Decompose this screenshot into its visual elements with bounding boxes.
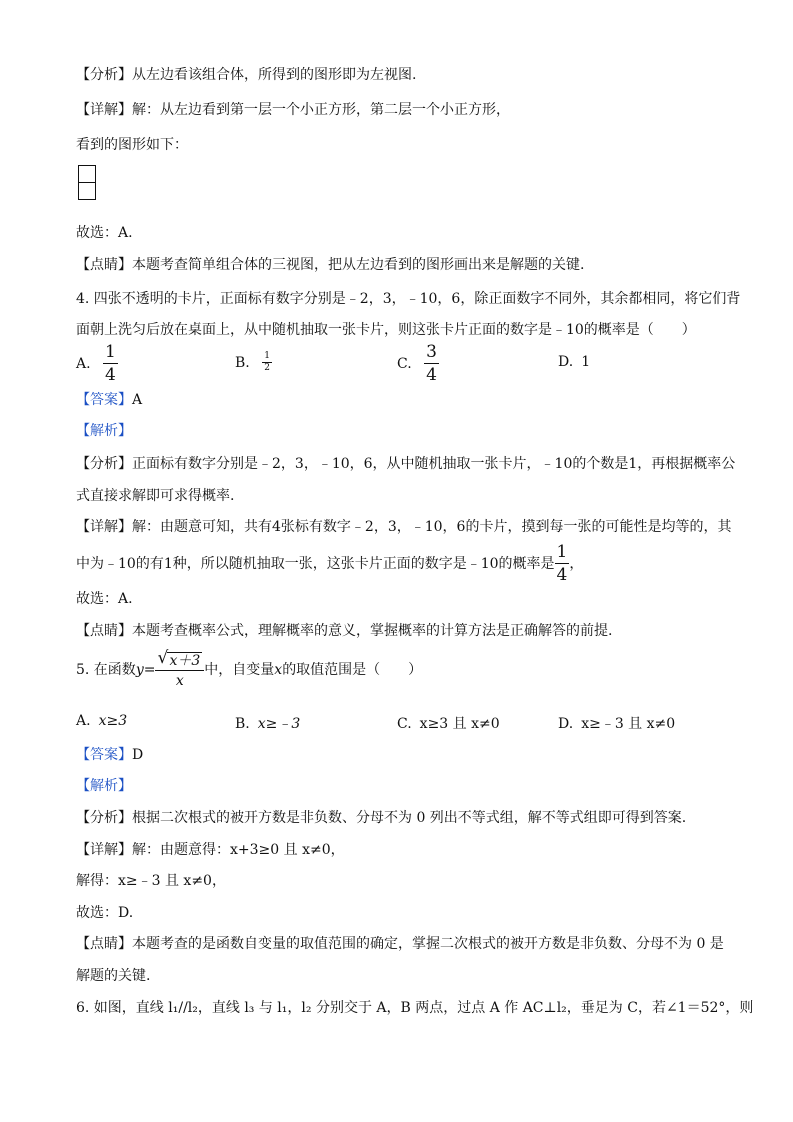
left-view-top-square <box>78 165 96 183</box>
q5-solve-line: 解得：x≥﹣3 且 x≠0， <box>76 873 226 889</box>
q3-detail-line <box>76 101 510 119</box>
option-fraction: $\frac{1}{4}$ <box>105 342 116 385</box>
stem-pre: 5. 在函数 <box>76 662 136 678</box>
q5-comment-line1 <box>76 935 724 953</box>
q5-analysis-line <box>76 809 686 827</box>
detail-tag: 【详解】 <box>76 842 132 858</box>
q3-analysis-line <box>76 66 416 84</box>
detail-text: 解：从左边看到第一层一个小正方形，第二层一个小正方形， <box>132 102 510 118</box>
stem-post-a: 中，自变量 <box>204 662 275 678</box>
option-label: C. <box>397 356 412 372</box>
q5-option-b: B. x≥﹣3 <box>235 716 301 732</box>
q4-detail-line2 <box>76 544 583 584</box>
option-label: B. <box>235 354 250 371</box>
q3-comment-line <box>76 256 584 274</box>
q4-stem-line1: 4. 四张不透明的卡片，正面标有数字分别是﹣2，3，﹣10，6，除正面数字不同外，其余都相同，将它们背 <box>76 291 741 307</box>
q5-detail-line <box>76 841 345 859</box>
option-value: 1 <box>581 354 591 370</box>
left-view-bottom-square <box>78 182 96 200</box>
q5-answer-line <box>76 746 143 764</box>
q4-option-c <box>397 344 439 384</box>
answer-value: D <box>132 747 144 763</box>
analysis-text: 正面标有数字分别是﹣2，3，﹣10，6，从中随机抽取一张卡片，﹣10的个数是1，再根据概率公 <box>132 456 736 472</box>
analysis-tag: 【分析】 <box>76 810 132 826</box>
stem-post-b: 的取值范围是（ ） <box>282 662 423 678</box>
analysis-tag: 【分析】 <box>76 67 132 83</box>
q4-comment-line <box>76 622 612 640</box>
detail-tag: 【详解】 <box>76 519 132 535</box>
q4-option-d <box>558 354 590 370</box>
answer-tag: 【答案】 <box>76 392 132 408</box>
equals-sign: = <box>143 662 156 678</box>
q5-stem-line <box>76 648 423 689</box>
q5-option-a: A. x≥3 <box>76 713 128 729</box>
q4-analysis-line2: 式直接求解即可求得概率. <box>76 488 235 504</box>
y-var: y <box>135 662 144 678</box>
q4-choice-line: 故选：A. <box>76 591 133 607</box>
comment-tag: 【点睛】 <box>76 936 132 952</box>
q3-seen-line: 看到的图形如下： <box>76 137 188 153</box>
q5-option-c: C. x≥3 且 x≠0 <box>397 716 500 732</box>
q5-option-d: D. x≥﹣3 且 x≠0 <box>558 716 676 732</box>
q3-choice-line: 故选：A. <box>76 225 133 241</box>
comment-text: 本题考查概率公式，理解概率的意义，掌握概率的计算方法是正确解答的前提. <box>132 623 613 639</box>
function-fraction: √ x＋3 x <box>155 652 204 688</box>
option-fraction: $\frac{3}{4}$ <box>426 342 437 385</box>
option-label: A. <box>76 356 91 372</box>
q4-option-a <box>76 344 118 384</box>
detail-tag: 【详解】 <box>76 102 132 118</box>
detail-text: 解：由题意得：x+3≥0 且 x≠0， <box>132 842 345 858</box>
q5-choice-line: 故选：D. <box>76 905 134 921</box>
q5-explain-tag: 【解析】 <box>76 778 132 794</box>
q4-analysis-line1 <box>76 455 735 473</box>
q4-answer-line <box>76 391 142 409</box>
option-fraction: $\frac{1}{2}$ <box>264 351 270 373</box>
comment-text: 本题考查的是函数自变量的取值范围的确定，掌握二次根式的被开方数是非负数、分母不为 0 是 <box>132 936 724 952</box>
comment-text: 本题考查简单组合体的三视图，把从左边看到的图形画出来是解题的关键. <box>132 257 585 273</box>
comment-tag: 【点睛】 <box>76 623 132 639</box>
q5-comment-line2: 解题的关键. <box>76 968 151 984</box>
x-var: x <box>274 662 283 678</box>
q4-explain-tag: 【解析】 <box>76 423 132 439</box>
answer-value: A <box>132 392 143 408</box>
q6-stem-line1: 6. 如图，直线 l₁//l₂，直线 l₃ 与 l₁，l₂ 分别交于 A，B 两点，过点 A 作 AC⊥l₂，垂足为 C，若∠1＝52°，则 <box>76 1000 754 1016</box>
sqrt-radical: √ x＋3 <box>157 648 201 669</box>
detail-text: 解：由题意可知，共有4张标有数字﹣2，3，﹣10，6的卡片，摸到每一张的可能性是均等的，其 <box>132 519 732 535</box>
option-label: D. <box>558 354 574 370</box>
q4-stem-line2: 面朝上洗匀后放在桌面上，从中随机抽取一张卡片，则这张卡片正面的数字是﹣10的概率是（ ） <box>76 322 696 338</box>
comment-tag: 【点睛】 <box>76 257 132 273</box>
analysis-tag: 【分析】 <box>76 456 132 472</box>
q4-detail-line1 <box>76 518 731 536</box>
detail-fraction: $\frac{1}{4}$ <box>556 542 568 585</box>
detail-text: 中为﹣10的有1种，所以随机抽取一张，这张卡片正面的数字是﹣10的概率是 <box>76 556 555 572</box>
analysis-text: 根据二次根式的被开方数是非负数、分母不为 0 列出不等式组，解不等式组即可得到答案. <box>132 810 687 826</box>
q4-option-b <box>235 352 272 373</box>
answer-tag: 【答案】 <box>76 747 132 763</box>
analysis-text: 从左边看该组合体，所得到的图形即为左视图. <box>132 67 417 83</box>
detail-tail: ， <box>569 556 584 572</box>
